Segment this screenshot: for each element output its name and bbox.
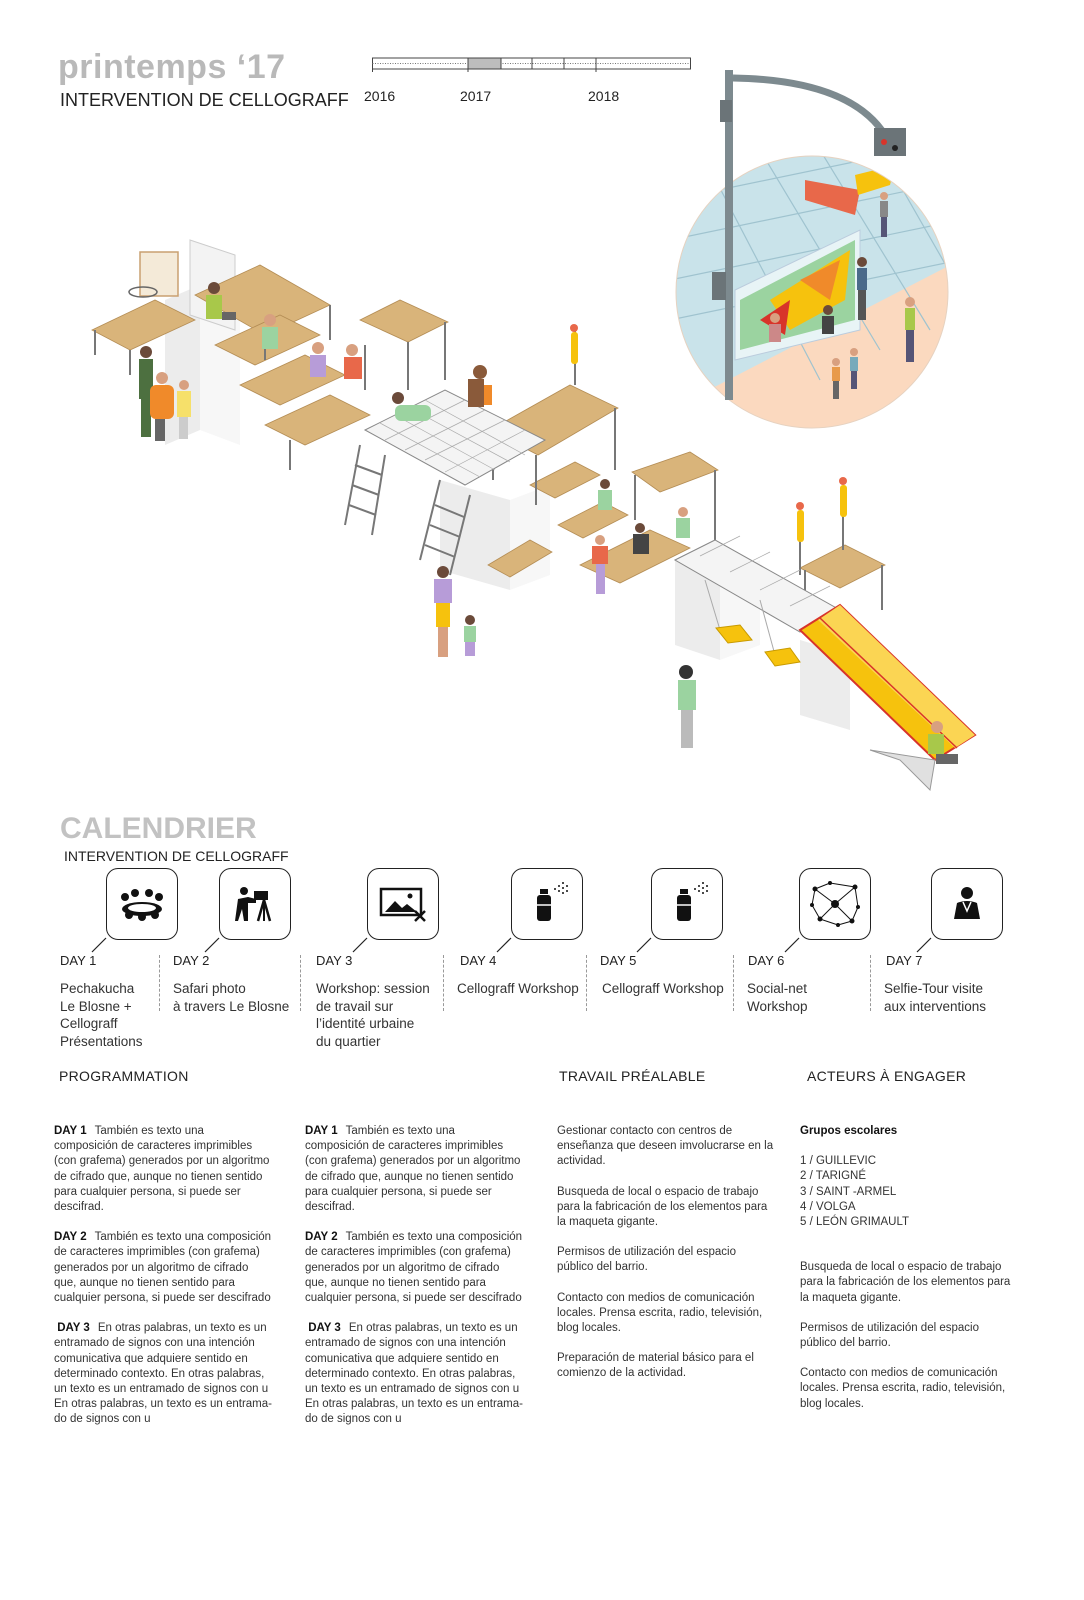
travail-heading: TRAVAIL PRÉALABLE [559,1068,706,1084]
day6-label: DAY 6 [748,953,785,968]
day1-icon-box [106,868,178,940]
travail-item: Busqueda de local o espacio de trabajo para la fabricación de los elementos para la maqueta gigante. [557,1185,768,1229]
school-group-title: Grupos escolares [800,1125,898,1137]
isometric-illustration [80,60,1080,820]
programmation-column-1 [54,1124,279,1443]
day4-icon-box [511,868,583,940]
spray-can-icon [512,869,582,939]
day4-label: DAY 4 [460,953,497,968]
acteurs-column [800,1124,1030,1427]
day1-label: DAY 1 [60,953,97,968]
day7-label: DAY 7 [886,953,923,968]
page-subtitle: INTERVENTION DE CELLOGRAFF [60,90,349,110]
travail-item: Preparación de material básico para el comienzo de la actividad. [557,1352,754,1380]
program-day-block: DAY 3 En otras palabras, un texto es un entramado de signos con una intención comunicativa que adquiere sentido en determinado contexto. En otras palabras, un texto es un entramado de signos con u En otras palabras, un texto es un entrama- do de signos con u [305,1322,523,1426]
acteurs-note: Busqueda de local o espacio de trabajo para la fabricación de los elementos para la maqueta gigante. [800,1261,1011,1304]
photographer-icon [220,869,290,939]
day5-label: DAY 5 [600,953,637,968]
network-icon [800,869,870,939]
day5-description: Cellograff Workshop [602,981,724,996]
day2-icon-box [219,868,291,940]
programmation-column-2 [305,1124,530,1443]
program-day-block: DAY 1 También es texto una composición de caracteres imprimibles (con grafema) generados por un algoritmo de cifrado que, aunque no tienen sentido para cualquier persona, si puede ser descifrad. [54,1125,270,1214]
timeline-year-2016: 2016 [364,88,396,104]
day4-description: Cellograff Workshop [457,981,579,996]
day6-description: Social-net Workshop [747,981,808,1014]
day5-icon-box [651,868,723,940]
person-icon [932,869,1002,939]
day3-icon-box [367,868,439,940]
day3-description: Workshop: session de travail sur l’identité urbaine du quartier [316,981,430,1049]
school-list: 1 / GUILLEVIC 2 / TARIGNÉ 3 / SAINT -ARMEL 4 / VOLGA 5 / LEÓN GRIMAULT [800,1155,910,1229]
program-day-block: DAY 1 También es texto una composición de caracteres imprimibles (con grafema) generados por un algoritmo de cifrado que, aunque no tienen sentido para cualquier persona, si puede ser descifrad. [305,1125,521,1214]
group-meeting-icon [107,869,177,939]
program-day-block: DAY 3 En otras palabras, un texto es un entramado de signos con una intención comunicativa que adquiere sentido en determinado contexto. En otras palabras, un texto es un entramado de signos con u En otras palabras, un texto es un entrama- do de signos con u [54,1322,272,1426]
acteurs-heading: ACTEURS À ENGAGER [807,1068,967,1084]
program-day-block: DAY 2 También es texto una composición de caracteres imprimibles (con grafema) generados por un algoritmo de cifrado que, aunque no tienen sentido para cualquier persona, si puede ser descifrado [54,1231,272,1305]
day6-icon-box [799,868,871,940]
day2-description: Safari photo à travers Le Blosne [173,981,290,1014]
travail-item: Permisos de utilización del espacio público del barrio. [557,1246,736,1274]
travail-item: Contacto con medios de comunicación locales. Prensa escrita, radio, televisión, blog locales. [557,1291,763,1335]
day7-icon-box [931,868,1003,940]
acteurs-note: Contacto con medios de comunicación locales. Prensa escrita, radio, televisión, blog locales. [800,1367,1006,1410]
timeline-year-2018: 2018 [588,88,620,104]
spray-can-icon [652,869,722,939]
program-day-block: DAY 2 También es texto una composición de caracteres imprimibles (con grafema) generados por un algoritmo de cifrado que, aunque no tienen sentido para cualquier persona, si puede ser descifrado [305,1231,523,1305]
season-title: printemps ‘17 [58,48,286,86]
travail-column [557,1124,782,1397]
calendar-subtitle: INTERVENTION DE CELLOGRAFF [64,848,289,864]
image-frame-icon [368,869,438,939]
calendar-title: CALENDRIER [60,812,257,845]
travail-item: Gestionar contacto con centros de enseñanza que deseen imvolucrarse en la actividad. [557,1125,774,1168]
timeline-year-2017: 2017 [460,88,492,104]
day3-label: DAY 3 [316,953,353,968]
day2-label: DAY 2 [173,953,210,968]
programmation-heading: PROGRAMMATION [59,1068,189,1084]
acteurs-note: Permisos de utilización del espacio público del barrio. [800,1321,979,1350]
day7-description: Selfie-Tour visite aux interventions [884,981,987,1014]
day1-description: Pechakucha Le Blosne + Cellograff Présentations [60,981,143,1049]
